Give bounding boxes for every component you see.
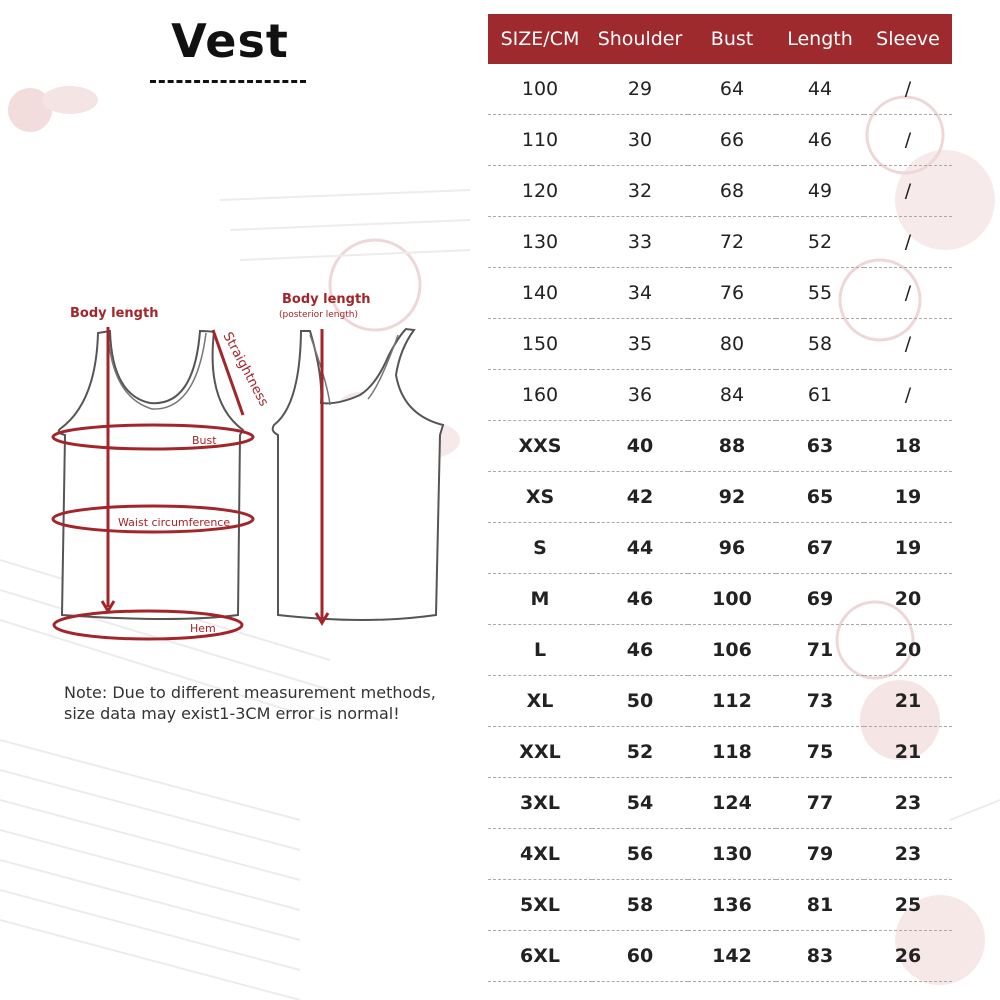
cell-bust: 96 [688,523,776,574]
cell-sleeve: 26 [864,931,952,982]
cell-length: 61 [776,370,864,421]
cell-shoulder: 29 [592,64,688,115]
cell-sleeve: 20 [864,625,952,676]
table-header-row [488,14,952,64]
table-row [488,523,952,574]
cell-length: 69 [776,574,864,625]
cell-bust: 142 [688,931,776,982]
table-row [488,931,952,982]
cell-shoulder: 56 [592,829,688,880]
label-hem: Hem [190,622,216,635]
title-underline [150,80,306,83]
table-row [488,472,952,523]
cell-sleeve: / [864,166,952,217]
table-row [488,217,952,268]
cell-shoulder: 54 [592,778,688,829]
cell-bust: 64 [688,64,776,115]
cell-sleeve: 21 [864,676,952,727]
cell-shoulder: 42 [592,472,688,523]
cell-size: 100 [488,64,592,115]
header-length: Length [776,14,864,64]
header-bust: Bust [688,14,776,64]
cell-size: 5XL [488,880,592,931]
cell-length: 71 [776,625,864,676]
cell-size: XL [488,676,592,727]
cell-length: 79 [776,829,864,880]
cell-length: 75 [776,727,864,778]
cell-shoulder: 36 [592,370,688,421]
label-straightness: Straightness [219,329,272,409]
cell-sleeve: / [864,319,952,370]
table-row [488,166,952,217]
cell-size: 6XL [488,931,592,982]
label-front-body-length: Body length [70,306,159,321]
cell-shoulder: 33 [592,217,688,268]
cell-sleeve: 19 [864,523,952,574]
label-posterior-length: (posterior length) [279,310,358,320]
cell-bust: 106 [688,625,776,676]
cell-sleeve: / [864,64,952,115]
cell-size: 160 [488,370,592,421]
cell-bust: 84 [688,370,776,421]
measurement-note [64,682,464,724]
cell-shoulder: 60 [592,931,688,982]
cell-shoulder: 46 [592,574,688,625]
cell-shoulder: 30 [592,115,688,166]
header-shoulder: Shoulder [592,14,688,64]
cell-length: 49 [776,166,864,217]
cell-sleeve: 19 [864,472,952,523]
cell-shoulder: 44 [592,523,688,574]
cell-size: XS [488,472,592,523]
cell-size: M [488,574,592,625]
cell-shoulder: 32 [592,166,688,217]
cell-sleeve: / [864,115,952,166]
cell-length: 52 [776,217,864,268]
cell-bust: 72 [688,217,776,268]
cell-bust: 112 [688,676,776,727]
cell-length: 83 [776,931,864,982]
cell-shoulder: 40 [592,421,688,472]
cell-bust: 124 [688,778,776,829]
cell-shoulder: 34 [592,268,688,319]
header-size: SIZE/CM [488,14,592,64]
cell-length: 81 [776,880,864,931]
vest-measurement-diagram [38,285,458,655]
label-back-body-length: Body length [282,292,371,307]
cell-size: 150 [488,319,592,370]
cell-sleeve: / [864,268,952,319]
cell-sleeve: 23 [864,829,952,880]
note-line-2: size data may exist1-3CM error is normal! [64,704,400,723]
cell-size: XXS [488,421,592,472]
cell-bust: 136 [688,880,776,931]
cell-bust: 92 [688,472,776,523]
cell-sleeve: 25 [864,880,952,931]
table-body [488,64,952,982]
cell-bust: 76 [688,268,776,319]
cell-length: 67 [776,523,864,574]
table-row [488,778,952,829]
cell-size: 4XL [488,829,592,880]
cell-size: 110 [488,115,592,166]
cell-length: 73 [776,676,864,727]
front-vest-outline [59,331,243,619]
label-waist: Waist circumference [118,516,231,529]
cell-length: 55 [776,268,864,319]
note-line-1: Note: Due to different measurement methods, [64,683,436,702]
table-row [488,574,952,625]
cell-sleeve: 23 [864,778,952,829]
cell-bust: 68 [688,166,776,217]
header-sleeve: Sleeve [864,14,952,64]
cell-sleeve: 18 [864,421,952,472]
cell-length: 44 [776,64,864,115]
cell-bust: 100 [688,574,776,625]
table-row [488,676,952,727]
table-row [488,421,952,472]
table-row [488,727,952,778]
table-row [488,880,952,931]
cell-length: 58 [776,319,864,370]
table-row [488,64,952,115]
page-title: Vest [171,14,289,68]
cell-length: 77 [776,778,864,829]
cell-length: 46 [776,115,864,166]
label-bust: Bust [192,434,217,447]
table-row [488,370,952,421]
cell-size: 130 [488,217,592,268]
cell-bust: 66 [688,115,776,166]
cell-size: L [488,625,592,676]
cell-shoulder: 50 [592,676,688,727]
table-row [488,829,952,880]
cell-size: 3XL [488,778,592,829]
cell-size: XXL [488,727,592,778]
size-chart-table [488,14,952,982]
cell-length: 63 [776,421,864,472]
cell-size: S [488,523,592,574]
cell-shoulder: 58 [592,880,688,931]
table-row [488,268,952,319]
cell-shoulder: 46 [592,625,688,676]
table-row [488,625,952,676]
cell-bust: 80 [688,319,776,370]
cell-size: 140 [488,268,592,319]
cell-size: 120 [488,166,592,217]
cell-sleeve: / [864,370,952,421]
cell-sleeve: 20 [864,574,952,625]
cell-sleeve: 21 [864,727,952,778]
cell-bust: 88 [688,421,776,472]
back-vest-outline [273,329,443,620]
cell-shoulder: 52 [592,727,688,778]
cell-sleeve: / [864,217,952,268]
table-row [488,115,952,166]
cell-bust: 118 [688,727,776,778]
cell-bust: 130 [688,829,776,880]
cell-length: 65 [776,472,864,523]
table-row [488,319,952,370]
cell-shoulder: 35 [592,319,688,370]
